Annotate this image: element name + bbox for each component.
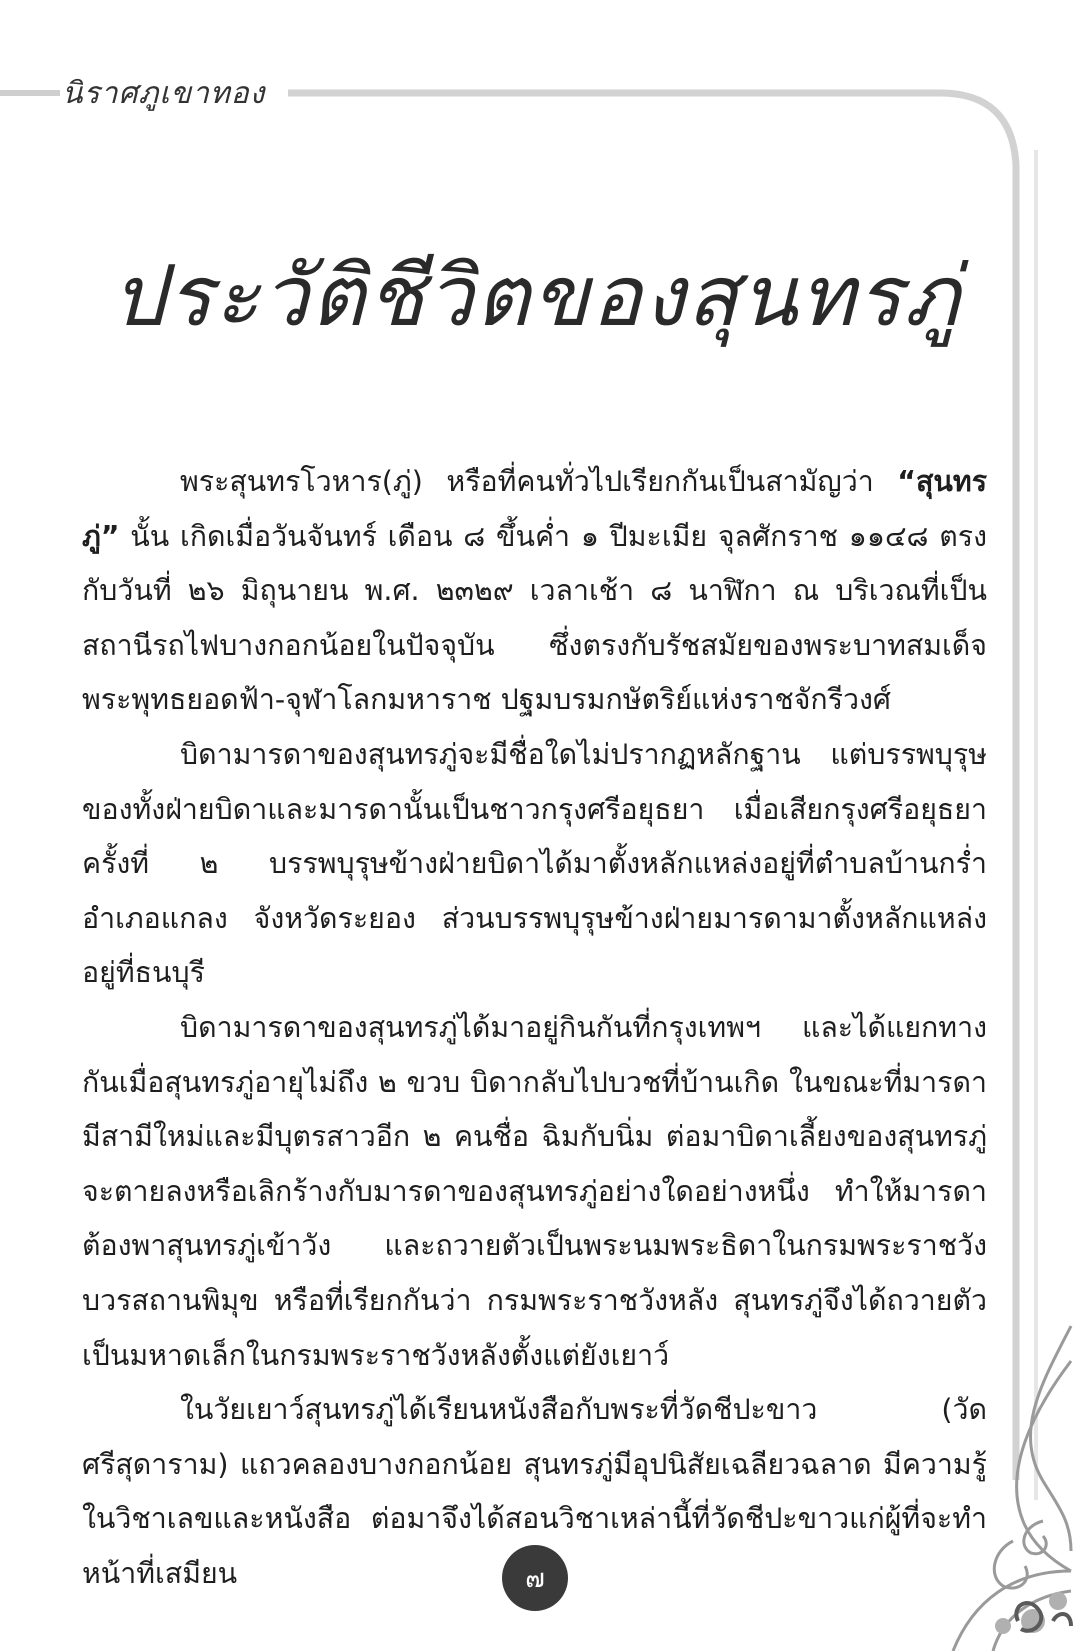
paragraph: บิดามารดาของสุนทรภู่จะมีชื่อใดไม่ปรากฏหลักฐาน แต่บรรพบุรุษของทั้งฝ่ายบิดาและมารดานั้นเป็นชาวกรุงศรีอยุธยา เมื่อเสียกรุงศรีอยุธยาครั้งที่ ๒ บรรพบุรุษข้างฝ่ายบิดาได้มาตั้งหลักแหล่งอยู่ที่ตำบลบ้านกร่ำ อำเภอแกลง จังหวัดระยอง ส่วนบรรพบุรุษข้างฝ่ายมารดามาตั้งหลักแหล่งอยู่ที่ธนบุรี xyxy=(82,737,987,990)
paragraph: ในวัยเยาว์สุนทรภู่ได้เรียนหนังสือกับพระที่วัดชีปะขาว (วัดศรีสุดาราม) แถวคลองบางกอกน้อย สุนทรภู่มีอุปนิสัยเฉลียวฉลาด มีความรู้ในวิชาเลขและหนังสือ ต่อมาจึงได้สอนวิชาเหล่านี้ที่วัดชีปะขาวแก่ผู้ที่จะทำหน้าที่เสมียน xyxy=(82,1393,987,1590)
thai-ornament-icon xyxy=(893,1321,1073,1651)
bold-name: “สุนทรภู่” xyxy=(82,465,987,553)
paragraph-lead: พระสุนทรโวหาร(ภู่) หรือที่คนทั่วไปเรียกกันเป็นสามัญว่า xyxy=(180,465,898,498)
page-title: ประวัติชีวิตของสุนทรภู่ xyxy=(111,247,962,345)
paragraph xyxy=(82,455,987,728)
page-number-badge: ๗ xyxy=(502,1545,568,1611)
running-header: นิราศภูเขาทอง xyxy=(62,76,266,111)
paragraph: บิดามารดาของสุนทรภู่ได้มาอยู่กินกันที่กรุงเทพฯ และได้แยกทางกันเมื่อสุนทรภู่อายุไม่ถึง ๒ ขวบ บิดากลับไปบวชที่บ้านเกิด ในขณะที่มารดามีสามีใหม่และมีบุตรสาวอีก ๒ คนชื่อ ฉิมกับนิ่ม ต่อมาบิดาเลี้ยงของสุนทรภู่จะตายลงหรือเลิกร้างกับมารดาของสุนทรภู่อย่างใดอย่างหนึ่ง ทำให้มารดาต้องพาสุนทรภู่เข้าวัง และถวายตัวเป็นพระนมพระธิดาในกรมพระราชวังบวรสถานพิมุข หรือที่เรียกกันว่า กรมพระราชวังหลัง สุนทรภู่จึงได้ถวายตัวเป็นมหาดเล็กในกรมพระราชวังหลังตั้งแต่ยังเยาว์ xyxy=(82,1010,987,1372)
body-text xyxy=(82,455,987,1601)
paragraph-rest: นั้น เกิดเมื่อวันจันทร์ เดือน ๘ ขึ้นค่ำ ๑ ปีมะเมีย จุลศักราช ๑๑๔๘ ตรงกับวันที่ ๒๖ มิถุนายน พ.ศ. ๒๓๒๙ เวลาเช้า ๘ นาฬิกา ณ บริเวณที่เป็นสถานีรถไฟบางกอกน้อยในปัจจุบัน ซึ่งตรงกับรัชสมัยของพระบาทสมเด็จพระพุทธยอดฟ้า-จุฬาโลกมหาราช ปฐมบรมกษัตริย์แห่งราชจักรีวงศ์ xyxy=(82,519,987,717)
